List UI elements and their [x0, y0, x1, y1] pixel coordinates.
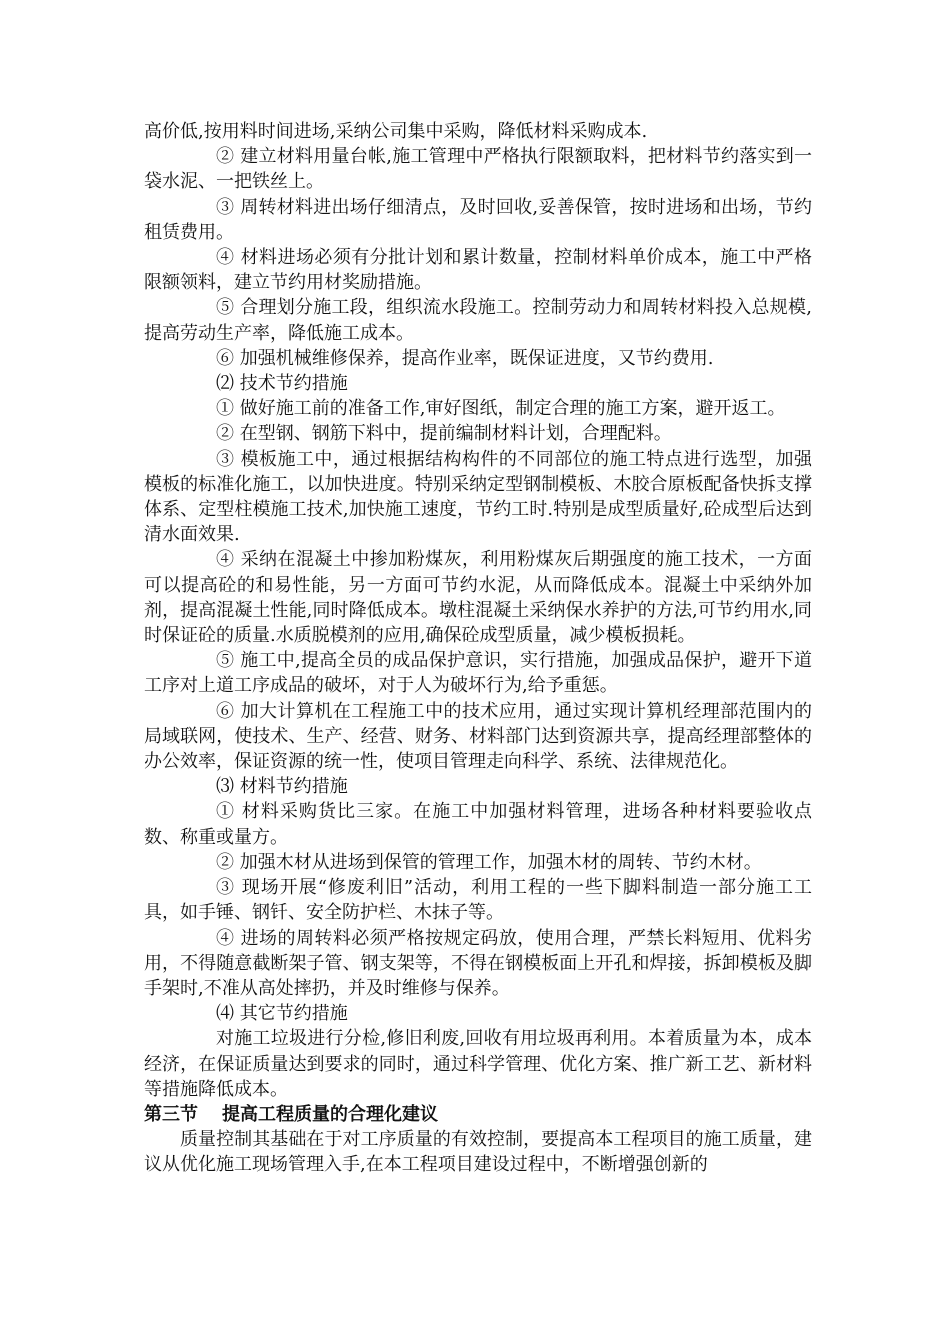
subheading-other-measures: ⑷ 其它节约措施	[216, 1003, 348, 1025]
list-item-paragraph: ② 加强木材从进场到保管的管理工作，加强木材的周转、节约木材。	[216, 851, 762, 873]
list-item-paragraph: ③ 模板施工中，通过根据结构构件的不同部位的施工特点进行选型，加强模板的标准化施工，以加快进度。特别采纳定型钢制模板、木胶合原板配备快拆支撑体系、定型柱模施工技术,加快施工速度，节约工时.特别是成型质量好,砼成型后达到清水面效果.	[144, 448, 812, 546]
section-title: 提高工程质量的合理化建议	[222, 1103, 438, 1125]
subheading-material-measures: ⑶ 材料节约措施	[216, 776, 348, 798]
list-item-paragraph: ⑤ 合理划分施工段，组织流水段施工。控制劳动力和周转材料投入总规模,提高劳动生产率，降低施工成本。	[144, 297, 812, 344]
list-item-paragraph: ① 做好施工前的准备工作,审好图纸，制定合理的施工方案，避开返工。	[216, 398, 786, 420]
section-number: 第三节	[144, 1103, 198, 1125]
list-item-paragraph: ③ 现场开展“修废利旧”活动，利用工程的一些下脚料制造一部分施工工具，如手锤、钢钎、安全防护栏、木抹子等。	[144, 877, 812, 924]
list-item-paragraph: ⑥ 加大计算机在工程施工中的技术应用，通过实现计算机经理部范围内的局域联网，使技术、生产、经营、财务、材料部门达到资源共享，提高经理部整体的办公效率，保证资源的统一性，使项目管理走向科学、系统、法律规范化。	[144, 700, 812, 773]
list-item-paragraph: ③ 周转材料进出场仔细清点，及时回收,妥善保管，按时进场和出场，节约租赁费用。	[144, 196, 812, 243]
section-heading	[144, 1102, 812, 1127]
list-item-paragraph: ④ 材料进场必须有分批计划和累计数量，控制材料单价成本，施工中严格限额领料，建立节约用材奖励措施。	[144, 247, 812, 294]
list-item-paragraph: ④ 采纳在混凝土中掺加粉煤灰，利用粉煤灰后期强度的施工技术，一方面可以提高砼的和易性能，另一方面可节约水泥，从而降低成本。混凝土中采纳外加剂，提高混凝土性能,同时降低成本。墩柱混凝土采纳保水养护的方法,可节约用水,同时保证砼的质量.水质脱模剂的应用,确保砼成型质量，减少模板损耗。	[144, 549, 812, 647]
paragraph: 对施工垃圾进行分检,修旧利废,回收有用垃圾再利用。本着质量为本，成本经济，在保证质量达到要求的同时，通过科学管理、优化方案、推广新工艺、新材料等措施降低成本。	[144, 1028, 812, 1100]
list-item-paragraph: ② 建立材料用量台帐,施工管理中严格执行限额取料，把材料节约落实到一袋水泥、一把铁丝上。	[144, 146, 812, 193]
list-item-paragraph: ② 在型钢、钢筋下料中，提前编制材料计划，合理配料。	[216, 423, 672, 445]
paragraph: 质量控制其基础在于对工序质量的有效控制，要提高本工程项目的施工质量，建议从优化施工现场管理入手,在本工程项目建设过程中，不断增强创新的	[144, 1129, 812, 1176]
list-item-paragraph: ④ 进场的周转料必须严格按规定码放，使用合理，严禁长料短用、优料劣用，不得随意截断架子管、钢支架等，不得在钢模板面上开孔和焊接，拆卸模板及脚手架时,不准从高处摔扔，并及时维修与保养。	[144, 927, 812, 999]
document-body	[144, 119, 812, 1178]
paragraph: 高价低,按用料时间进场,采纳公司集中采购，降低材料采购成本.	[144, 121, 648, 142]
list-item-paragraph: ⑤ 施工中,提高全员的成品保护意识，实行措施，加强成品保护，避开下道工序对上道工序成品的破坏，对于人为破坏行为,给予重惩。	[144, 650, 812, 697]
list-item-paragraph: ⑥ 加强机械维修保养，提高作业率，既保证进度，又节约费用.	[216, 347, 714, 369]
list-item-paragraph: ① 材料采购货比三家。在施工中加强材料管理，进场各种材料要验收点数、称重或量方。	[144, 801, 812, 848]
subheading-technical-measures: ⑵ 技术节约措施	[216, 373, 348, 395]
